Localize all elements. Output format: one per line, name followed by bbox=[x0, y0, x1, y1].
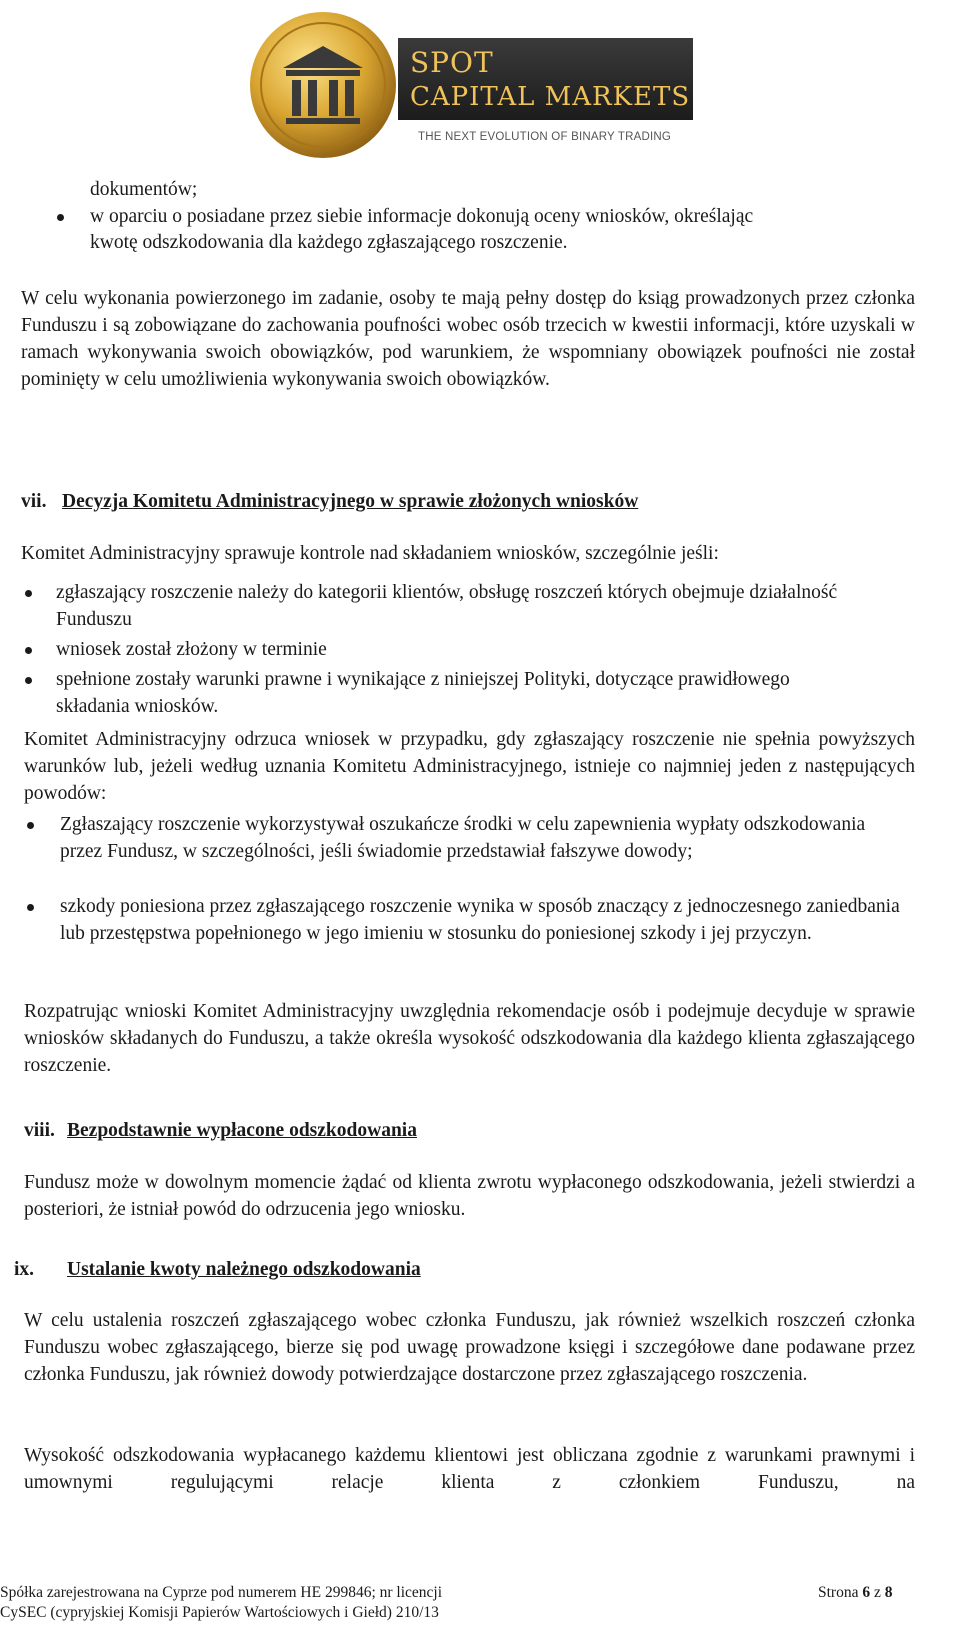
bullet-dot-icon bbox=[25, 647, 32, 654]
logo-line2: CAPITAL MARKETS bbox=[410, 82, 691, 112]
footer-line: CySEC (cypryjskiej Komisji Papierów Wartościowych i Giełd) 210/13 bbox=[0, 1604, 439, 1621]
paragraph-claims: W celu ustalenia roszczeń zgłaszającego wobec członka Funduszu, jak również wszelkich roszczeń członka Funduszu wobec zgłaszającego, bierze się pod uwagę prowadzone księgi i szczegółowe dane podawane przez członka Funduszu, jak również dowody potwierdzające dostarczone przez zgłaszającego roszczenia. bbox=[24, 1310, 915, 1385]
paragraph-confidentiality: W celu wykonania powierzonego im zadanie, osoby te mają pełny dostęp do ksiąg prowadzonych przez członka Funduszu i są zobowiązane do zachowania poufności wobec osób trzecich w kwestii informacji, które uzyskali w ramach wykonywania swoich obowiązków, pod warunkiem, że wspomniany obowiązek poufności nie został pominięty w celu umożliwienia wykonywania swoich obowiązków. bbox=[21, 288, 915, 390]
paragraph-decision: Rozpatrując wnioski Komitet Administracyjny uwzględnia rekomendacje osób i podejmuje decyduje w sprawie wniosków składanych do Funduszu, a także określa wysokość odszkodowania dla każdego klienta zgłaszającego roszczenie. bbox=[24, 1001, 915, 1076]
page-total: 8 bbox=[884, 1584, 893, 1601]
section-title: Bezpodstawnie wypłacone odszkodowania bbox=[67, 1120, 417, 1141]
section-number: vii. bbox=[21, 491, 47, 512]
paragraph-amount: Wysokość odszkodowania wypłacanego każdemu klientowi jest obliczana zgodnie z warunkami prawnymi i umownymi regulującymi relacje klienta z członkiem Funduszu, na bbox=[24, 1445, 915, 1493]
page-number bbox=[818, 1583, 892, 1603]
bullet-text-line: w oparciu o posiadane przez siebie informacje dokonują oceny wniosków, określając bbox=[90, 206, 754, 227]
bullet-text: szkody poniesiona przez zgłaszającego roszczenie wynika w sposób znaczący z jednoczesnego zaniedbania lub przestępstwa popełnionego w jego imieniu w stosunku do poniesionej szkody i jej przyczyn. bbox=[60, 896, 900, 944]
section-intro: Komitet Administracyjny sprawuje kontrole nad składaniem wniosków, szczególnie jeśli: bbox=[21, 543, 719, 564]
paragraph-rejection: Komitet Administracyjny odrzuca wniosek w przypadku, gdy zgłaszający roszczenie nie spełnia powyższych warunków lub, jeżeli według uznania Komitetu Administracyjnego, istnieje co najmniej jeden z następujących powodów: bbox=[24, 729, 915, 804]
logo-banner bbox=[398, 38, 693, 120]
bullet-dot-icon bbox=[25, 590, 32, 597]
continuation-text: dokumentów; bbox=[90, 179, 198, 200]
section-number: ix. bbox=[14, 1259, 35, 1280]
bullet-text: wniosek został złożony w terminie bbox=[56, 639, 327, 660]
bullet-dot-icon bbox=[57, 214, 64, 221]
paragraph-refund: Fundusz może w dowolnym momencie żądać od klienta zwrotu wypłaconego odszkodowania, jeżeli stwierdzi a posteriori, że istniał powód do odrzucenia jego wniosku. bbox=[24, 1172, 915, 1220]
footer-line: Spółka zarejestrowana na Cyprze pod numerem HE 299846; nr licencji bbox=[0, 1584, 443, 1601]
bullet-text-line: kwotę odszkodowania dla każdego zgłaszającego roszczenie. bbox=[90, 232, 568, 253]
logo-line1: SPOT bbox=[410, 46, 494, 79]
company-logo bbox=[248, 4, 698, 160]
section-title: Decyzja Komitetu Administracyjnego w sprawie złożonych wniosków bbox=[62, 491, 639, 512]
bullet-dot-icon bbox=[27, 822, 34, 829]
footer-registration bbox=[0, 1583, 442, 1623]
section-title: Ustalanie kwoty należnego odszkodowania bbox=[67, 1259, 421, 1280]
bullet-dot-icon bbox=[27, 904, 34, 911]
page-current: 6 bbox=[862, 1584, 871, 1601]
bullet-text: spełnione zostały warunki prawne i wynikające z niniejszej Polityki, dotyczące prawidłowego składania wniosków. bbox=[56, 669, 790, 717]
section-number: viii. bbox=[24, 1120, 55, 1141]
logo-tagline: THE NEXT EVOLUTION OF BINARY TRADING bbox=[418, 131, 672, 143]
bullet-text: zgłaszający roszczenie należy do kategorii klientów, obsługę roszczeń których obejmuje działalność Funduszu bbox=[56, 582, 838, 630]
bullet-dot-icon bbox=[25, 677, 32, 684]
page-separator: z bbox=[873, 1584, 881, 1601]
logo-coin-emblem bbox=[248, 10, 398, 160]
page-label: Strona bbox=[818, 1584, 859, 1601]
bullet-text: Zgłaszający roszczenie wykorzystywał oszukańcze środki w celu zapewnienia wypłaty odszkodowania przez Fundusz, w szczególności, jeśli świadomie przedstawiał fałszywe dowody; bbox=[60, 814, 866, 862]
